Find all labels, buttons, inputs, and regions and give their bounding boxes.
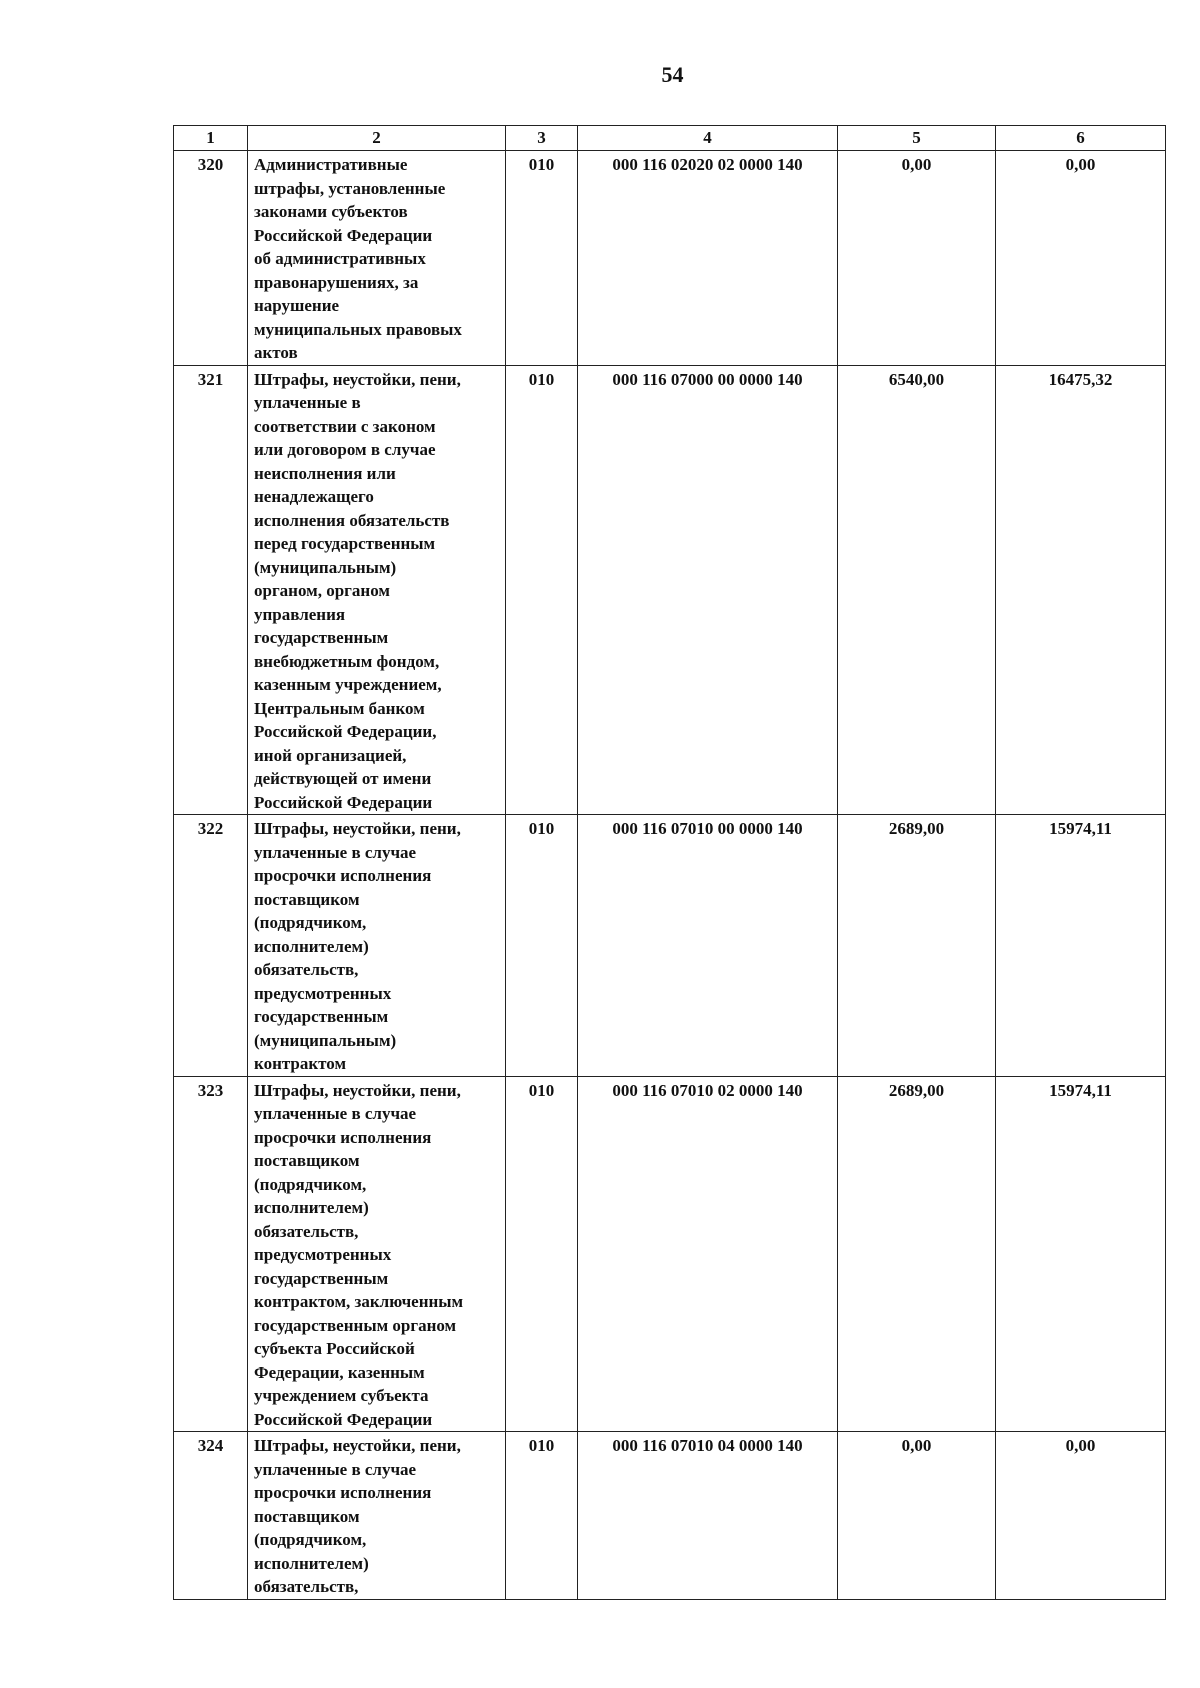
row-value-6: 0,00: [996, 1432, 1166, 1600]
header-col-2: 2: [248, 126, 506, 151]
row-name: Штрафы, неустойки, пени, уплаченные в соответствии с законом или договором в случае неисполнения или ненадлежащего исполнения обязательств перед государственным (муниципальным) органом, органом управления государственным внебюджетным фондом, казенным учреждением, Центральным банком Российской Федерации, иной организацией, действующей от имени Российской Федерации: [248, 365, 506, 815]
row-number: 322: [174, 815, 248, 1077]
row-value-5: 0,00: [838, 151, 996, 366]
row-kbk: 000 116 07010 00 0000 140: [578, 815, 838, 1077]
row-kbk: 000 116 07010 04 0000 140: [578, 1432, 838, 1600]
row-number: 324: [174, 1432, 248, 1600]
row-name: Штрафы, неустойки, пени, уплаченные в случае просрочки исполнения поставщиком (подрядчиком, исполнителем) обязательств,: [248, 1432, 506, 1600]
table-row: [174, 1432, 1166, 1600]
row-code: 010: [506, 151, 578, 366]
row-value-5: 2689,00: [838, 815, 996, 1077]
row-value-5: 2689,00: [838, 1076, 996, 1432]
row-value-6: 15974,11: [996, 815, 1166, 1077]
revenue-table: [173, 125, 1166, 1600]
row-value-5: 0,00: [838, 1432, 996, 1600]
row-code: 010: [506, 365, 578, 815]
row-kbk: 000 116 07010 02 0000 140: [578, 1076, 838, 1432]
row-code: 010: [506, 815, 578, 1077]
header-col-1: 1: [174, 126, 248, 151]
row-value-6: 16475,32: [996, 365, 1166, 815]
row-name: Штрафы, неустойки, пени, уплаченные в случае просрочки исполнения поставщиком (подрядчиком, исполнителем) обязательств, предусмотренных государственным (муниципальным) контрактом: [248, 815, 506, 1077]
row-number: 320: [174, 151, 248, 366]
row-name: Штрафы, неустойки, пени, уплаченные в случае просрочки исполнения поставщиком (подрядчиком, исполнителем) обязательств, предусмотренных государственным контрактом, заключенным государственным органом субъекта Российской Федерации, казенным учреждением субъекта Российской Федерации: [248, 1076, 506, 1432]
row-code: 010: [506, 1076, 578, 1432]
header-col-5: 5: [838, 126, 996, 151]
row-kbk: 000 116 07000 00 0000 140: [578, 365, 838, 815]
row-number: 323: [174, 1076, 248, 1432]
header-col-4: 4: [578, 126, 838, 151]
table-row: [174, 815, 1166, 1077]
row-value-6: 15974,11: [996, 1076, 1166, 1432]
header-col-3: 3: [506, 126, 578, 151]
row-value-6: 0,00: [996, 151, 1166, 366]
row-name: Административные штрафы, установленные законами субъектов Российской Федерации об административных правонарушениях, за нарушение муниципальных правовых актов: [248, 151, 506, 366]
row-kbk: 000 116 02020 02 0000 140: [578, 151, 838, 366]
table-row: [174, 365, 1166, 815]
row-code: 010: [506, 1432, 578, 1600]
header-col-6: 6: [996, 126, 1166, 151]
page-number: 54: [661, 62, 684, 87]
row-number: 321: [174, 365, 248, 815]
row-value-5: 6540,00: [838, 365, 996, 815]
header-row: [174, 126, 1166, 151]
table-row: [174, 1076, 1166, 1432]
table-row: [174, 151, 1166, 366]
